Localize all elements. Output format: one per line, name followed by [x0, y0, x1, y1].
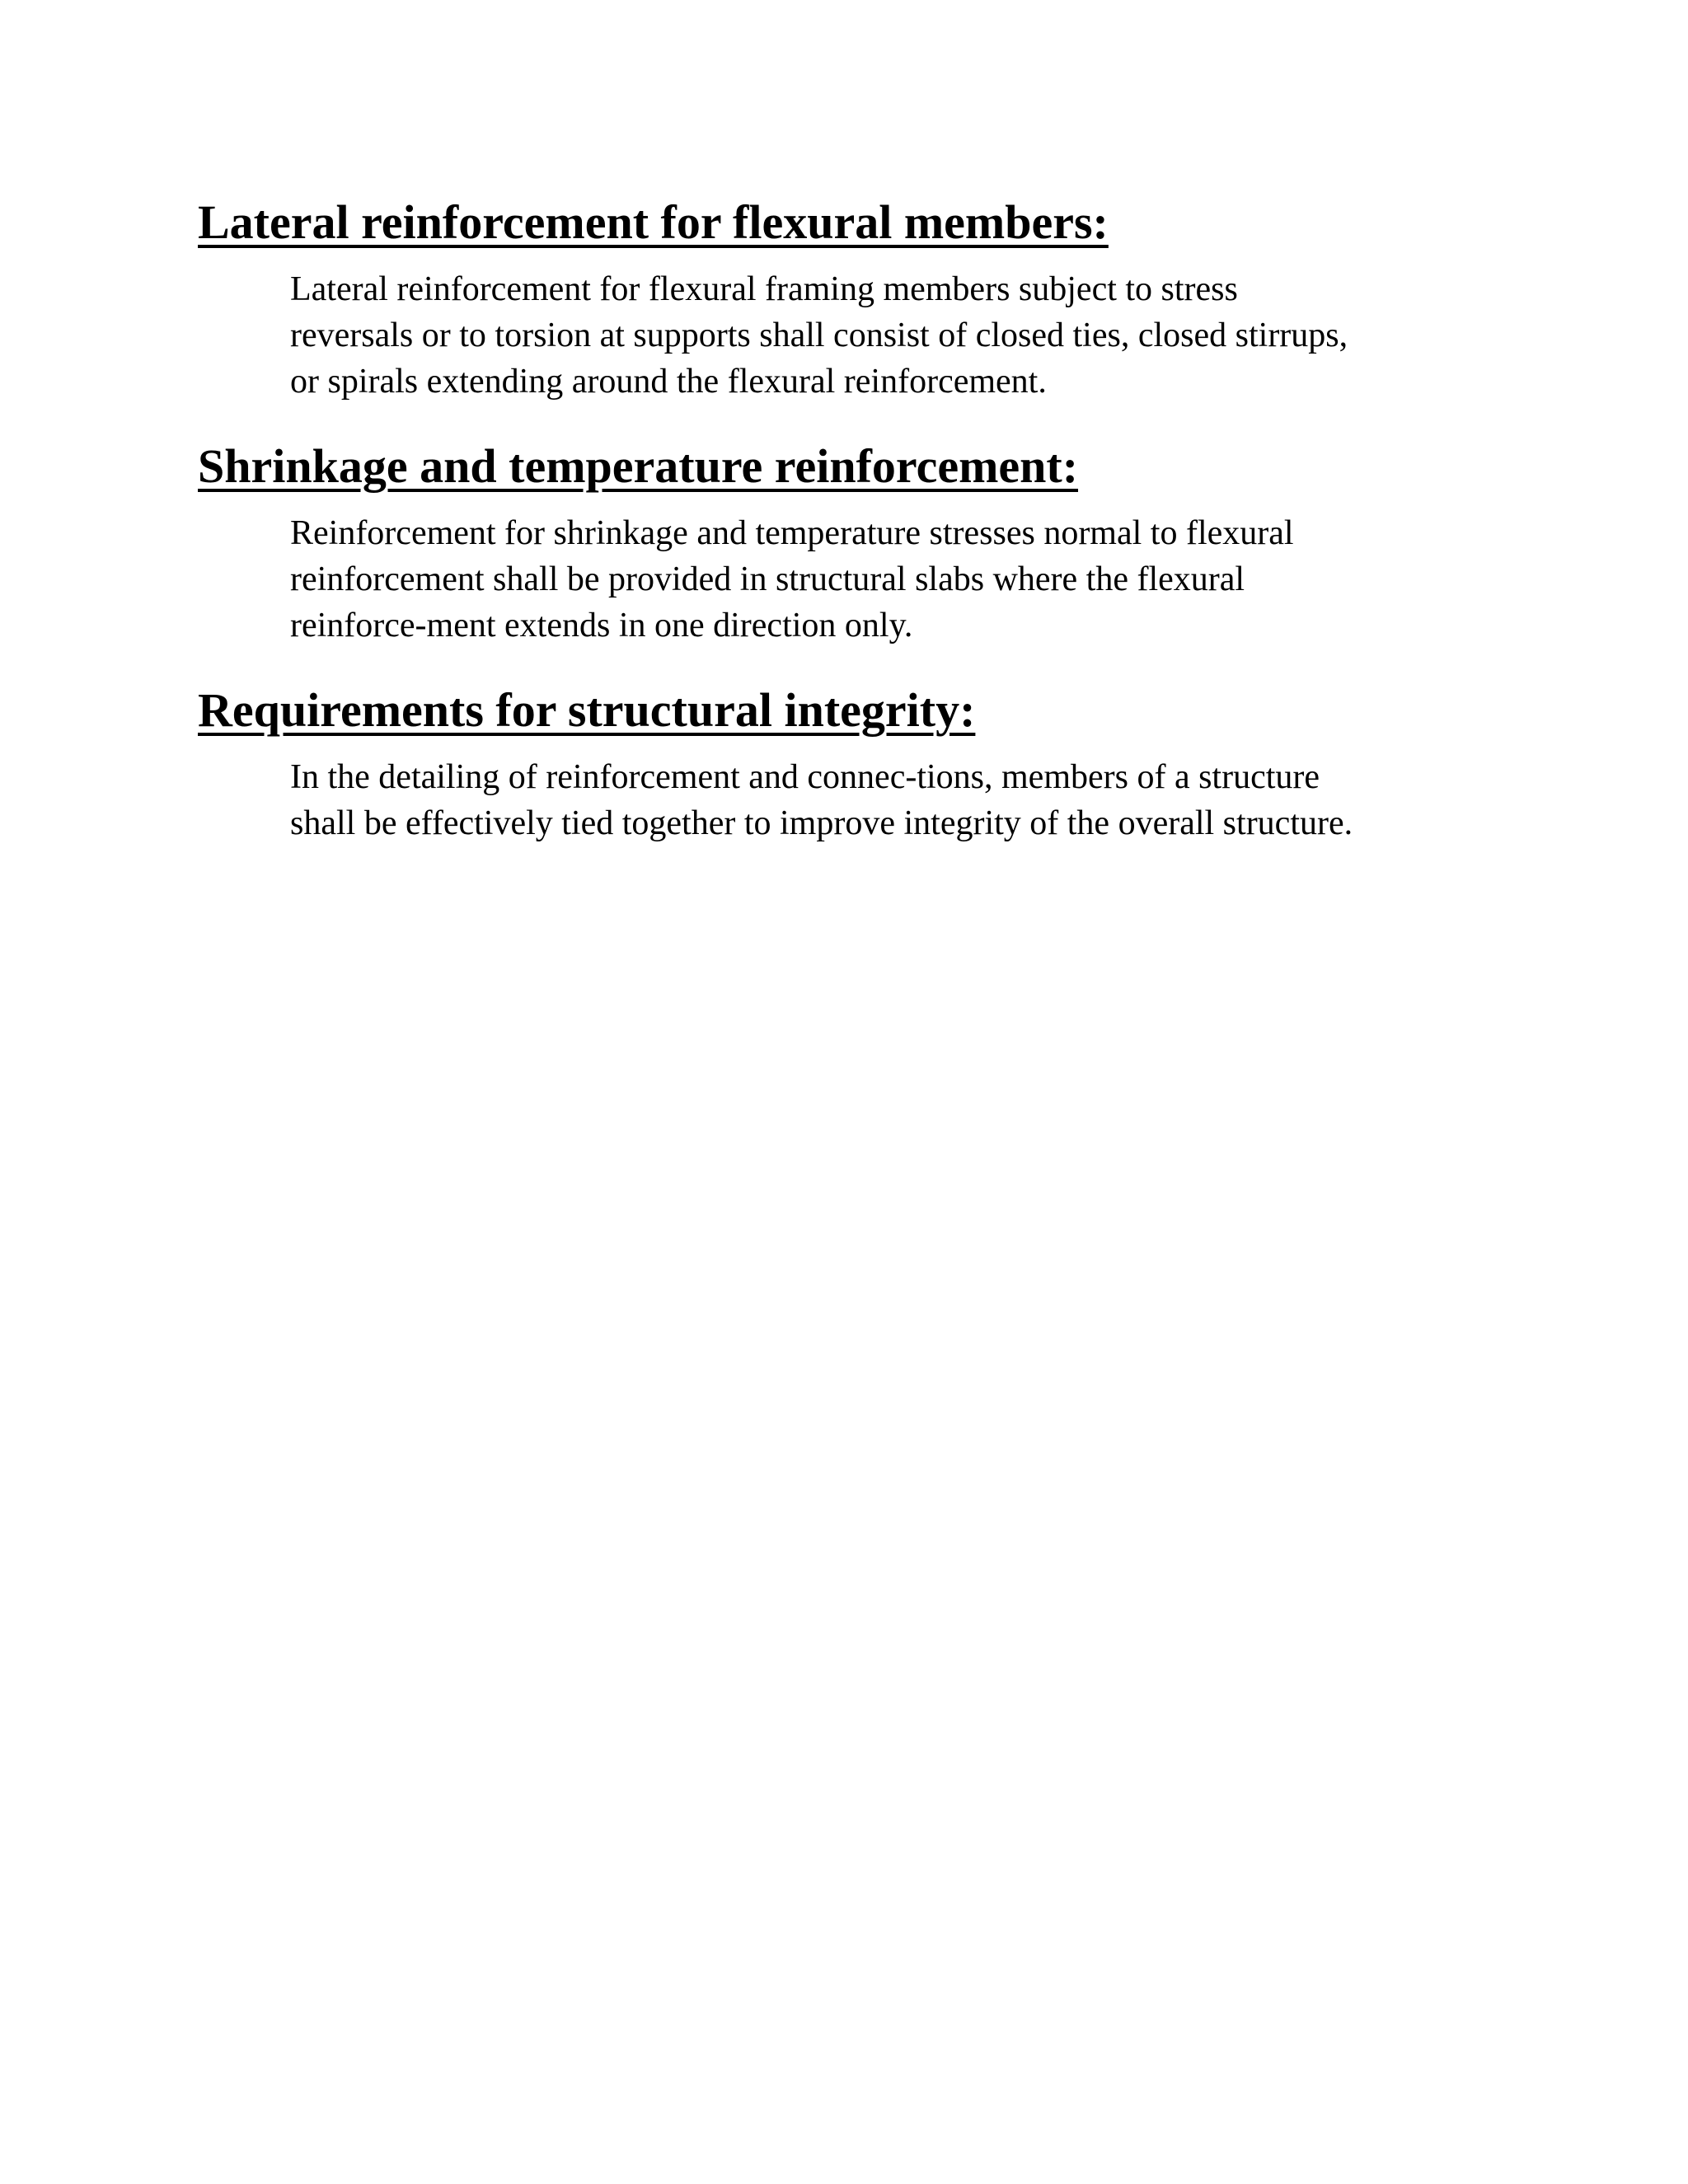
- body-line: reinforce-ment extends in one direction only.: [290, 607, 913, 644]
- section-lateral-reinforcement: [198, 194, 1484, 405]
- page-content: [198, 194, 1484, 846]
- section-shrinkage-temperature: [198, 438, 1484, 649]
- body-line: In the detailing of reinforcement and connec-tions, members of a structure: [290, 758, 1320, 796]
- section-heading: Lateral reinforcement for flexural members:: [198, 195, 1109, 249]
- body-line: Reinforcement for shrinkage and temperature stresses normal to flexural: [290, 514, 1294, 552]
- section-structural-integrity: [198, 682, 1484, 846]
- body-line: reversals or to torsion at supports shall consist of closed ties, closed stirrups,: [290, 316, 1348, 354]
- section-body: [290, 266, 1484, 405]
- section-body: [290, 754, 1484, 846]
- body-line: Lateral reinforcement for flexural framing members subject to stress: [290, 270, 1238, 308]
- section-heading: Requirements for structural integrity:: [198, 683, 976, 737]
- section-heading: Shrinkage and temperature reinforcement:: [198, 439, 1079, 493]
- body-line: or spirals extending around the flexural reinforcement.: [290, 363, 1047, 401]
- body-line: reinforcement shall be provided in structural slabs where the flexural: [290, 560, 1245, 598]
- section-body: [290, 510, 1484, 649]
- body-line: shall be effectively tied together to improve integrity of the overall structure.: [290, 804, 1353, 842]
